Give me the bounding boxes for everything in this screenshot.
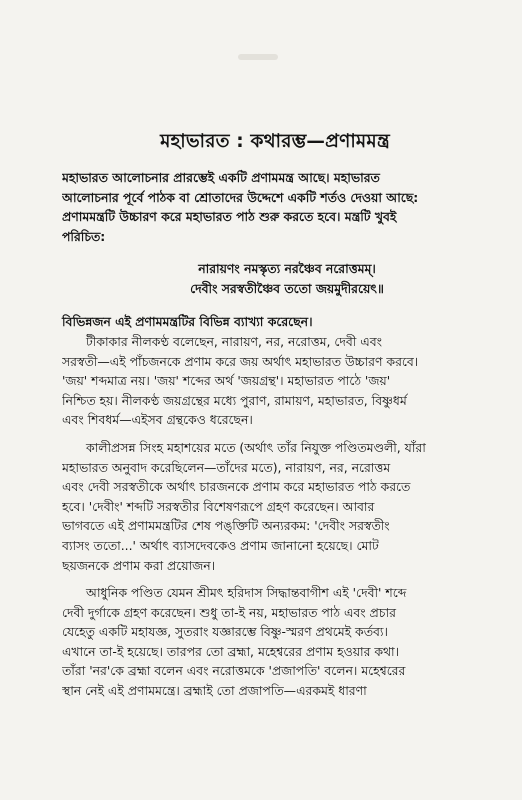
verse-line: নারায়ণং নমস্কৃত্য নরঞ্চৈব নরোত্তমম্। <box>198 261 376 277</box>
paragraph-line: যেহেতু একটি মহাযজ্ঞ, সুতরাং যজ্ঞারম্ভে বিষ্ণু-স্মরণ প্রথমেই কর্তব্য। <box>62 624 388 640</box>
modern-scholar-paragraph <box>62 583 488 701</box>
nilakantha-paragraph <box>62 332 488 430</box>
paragraph-line: সরস্বতী—এই পাঁচজনকে প্রণাম করে জয় অর্থাৎ মহাভারত উচ্চারণ করবে। <box>62 353 419 369</box>
paragraph-line: ছয়জনকে প্রণাম করা প্রয়োজন। <box>62 557 216 573</box>
chapter-title: মহাভারত : কথারম্ভ—প্রণামমন্ত্র <box>160 131 390 152</box>
paragraph-line: হবে। 'দেবীং' শব্দটি সরস্বতীর বিশেষণরূপে গ্রহণ করেছেন। আবার <box>62 498 375 514</box>
paragraph-line: ব্যাসং ততো...' অর্থাৎ ব্যাসদেবকেও প্রণাম জানানো হয়েছে। মোট <box>62 537 379 553</box>
page-content <box>62 130 488 701</box>
paragraph-line: টীকাকার নীলকণ্ঠ বলেছেন, নারায়ণ, নর, নরোত্তম, দেবী এবং <box>86 333 382 349</box>
paragraph-line: দেবী দুর্গাকে গ্রহণ করেছেন। শুধু তা-ই নয়, মহাভারত পাঠ এবং প্রচার <box>62 604 396 620</box>
paragraph-line: কালীপ্রসন্ন সিংহ মহাশয়ের মতে (অর্থাৎ তাঁর নিযুক্ত পণ্ডিতমণ্ডলী, যাঁরা <box>86 439 426 455</box>
kaliprasanna-paragraph <box>62 438 488 575</box>
paragraph-line: এবং শিবধর্ম—এইসব গ্রন্থকেও ধরেছেন। <box>62 412 253 428</box>
intro-line: পরিচিত: <box>62 228 106 244</box>
paragraph-line: এখানে তা-ই হয়েছে। তারপর তো ব্রহ্মা, মহেশ্বরের প্রণাম হওয়ার কথা। <box>62 643 400 659</box>
paragraph-line: এবং দেবী সরস্বতীকে অর্থাৎ চারজনকে প্রণাম করে মহাভারত পাঠ করতে <box>62 479 411 495</box>
paragraph-line: 'জয়' শব্দমাত্র নয়। 'জয়' শব্দের অর্থ 'জয়গ্রন্থ'। মহাভারত পাঠে 'জয়' <box>62 373 391 389</box>
paragraph-line: আধুনিক পণ্ডিত যেমন শ্রীমৎ হরিদাস সিদ্ধান্তবাগীশ এই 'দেবী' শব্দে <box>86 585 407 601</box>
intro-line: আলোচনার পূর্বে পাঠক বা শ্রোতাদের উদ্দেশে একটি শর্তও দেওয়া আছে: <box>62 189 419 205</box>
paragraph-line: তাঁরা 'নর'কে ব্রহ্মা বলেন এবং নরোত্তমকে 'প্রজাপতি' বলেন। মহেশ্বরের <box>62 663 406 679</box>
paragraph-line: নিশ্চিত হয়। নীলকণ্ঠ জয়গ্রন্থের মধ্যে পুরাণ, রামায়ণ, মহাভারত, বিষ্ণুধর্ম <box>62 392 407 408</box>
sanskrit-verse <box>86 259 488 299</box>
paragraph-line: স্থান নেই এই প্রণামমন্ত্রে। ব্রহ্মাই তো প্রজাপতি—এরকমই ধারণা <box>62 683 367 699</box>
paragraph-line: মহাভারত অনুবাদ করেছিলেন—তাঁদের মতে), নারায়ণ, নর, নরোত্তম <box>62 459 391 475</box>
paragraph-line: ভাগবতে এই প্রণামমন্ত্রটির শেষ পঙ্‌ক্তিটি অন্যরকম: 'দেবীং সরস্বতীং <box>62 518 390 534</box>
intro-line: প্রণামমন্ত্রটি উচ্চারণ করে মহাভারত পাঠ শুরু করতে হবে। মন্ত্রটি খুবই <box>62 209 397 225</box>
page-smudge <box>238 54 278 60</box>
verse-line: দেবীং সরস্বতীঞ্চৈব ততো জয়মুদীরয়েৎ॥ <box>190 281 384 297</box>
section-heading: বিভিন্নজন এই প্রণামমন্ত্রটির বিভিন্ন ব্যাখ্যা করেছেন। <box>62 314 313 330</box>
intro-line: মহাভারত আলোচনার প্রারম্ভেই একটি প্রণামমন্ত্র আছে। মহাভারত <box>62 170 380 185</box>
intro-paragraph <box>62 168 488 246</box>
